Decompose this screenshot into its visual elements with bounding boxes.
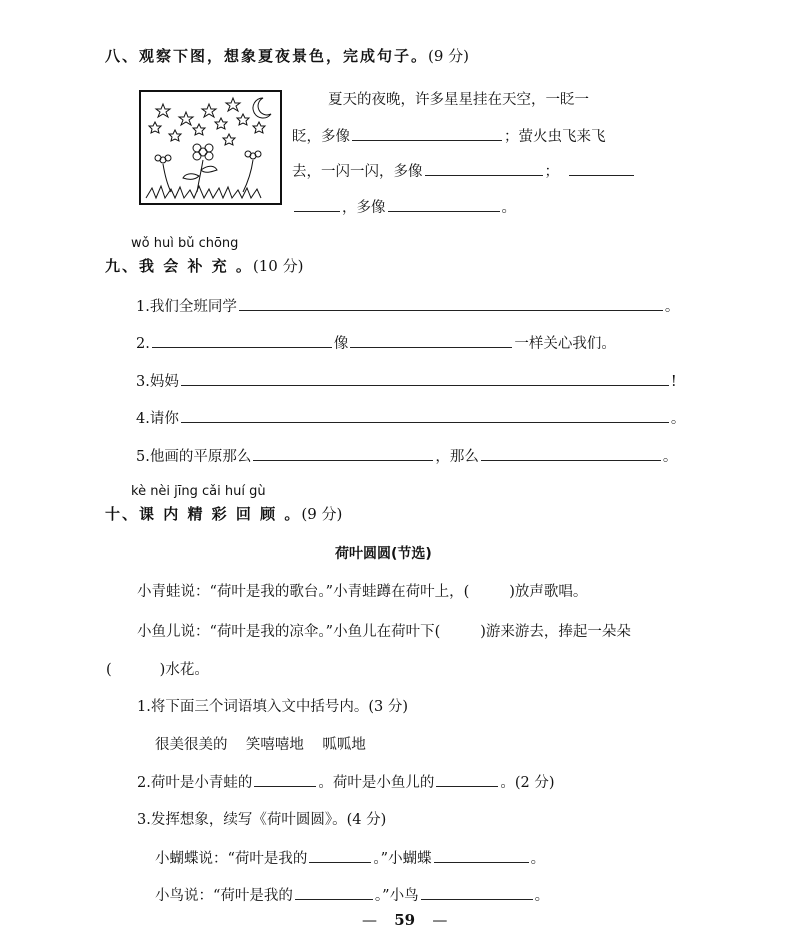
page-number: 59 [394, 911, 416, 929]
passage-line-1: 小青蛙说：“荷叶是我的歌台。”小青蛙蹲在荷叶上，( )放声歌唱。 [137, 584, 588, 600]
blank[interactable] [239, 309, 663, 311]
blank[interactable] [294, 210, 340, 212]
section-10-heading: 十、课 内 精 彩 回 顾 。(9 分) [105, 505, 343, 523]
s9-item-2: 2. 像 一样关心我们。 [136, 336, 616, 352]
s9-pinyin: wǒ huì bǔ chōng [131, 236, 239, 251]
blank[interactable] [181, 421, 669, 423]
blank[interactable] [309, 861, 371, 863]
blank[interactable] [434, 861, 529, 863]
blank[interactable] [253, 459, 433, 461]
blank[interactable] [421, 898, 533, 900]
question-1: 1.将下面三个词语填入文中括号内。(3 分) [137, 699, 408, 715]
blank[interactable] [350, 346, 512, 348]
s10-pinyin: kè nèi jīng cǎi huí gù [131, 484, 266, 499]
s8-line-3: 去，一闪一闪，多像 ； [292, 160, 636, 181]
s9-item-3: 3.妈妈 ! [136, 374, 677, 390]
blank[interactable] [295, 898, 373, 900]
blank[interactable] [425, 174, 543, 176]
blank[interactable] [436, 785, 498, 787]
blank[interactable] [152, 346, 332, 348]
q3-line-2: 小鸟说：“荷叶是我的 。”小鸟 。 [155, 888, 550, 904]
section-9-heading: 九、我 会 补 充 。(10 分) [105, 257, 304, 275]
passage-line-2: 小鱼儿说：“荷叶是我的凉伞。”小鱼儿在荷叶下( )游来游去，捧起一朵朵 [137, 624, 631, 640]
summer-night-picture [139, 90, 282, 205]
blank[interactable] [388, 210, 500, 212]
page-footer: — 59 — [362, 911, 448, 929]
s8-line-4: ，多像 。 [292, 196, 516, 217]
q3-line-1: 小蝴蝶说：“荷叶是我的 。”小蝴蝶 。 [155, 851, 546, 867]
s9-item-5: 5.他画的平原那么 ，那么 。 [136, 449, 678, 465]
section-8-heading: 八、观察下图，想象夏夜景色，完成句子。(9 分) [105, 47, 470, 65]
blank[interactable] [352, 139, 502, 141]
s9-item-1: 1.我们全班同学 。 [136, 299, 680, 315]
s8-line-2: 眨，多像 ；萤火虫飞来飞 [292, 129, 606, 145]
s9-item-4: 4.请你 。 [136, 411, 686, 427]
passage-title: 荷叶圆圆(节选) [335, 546, 432, 562]
s8-line-1: 夏天的夜晚，许多星星挂在天空，一眨一 [328, 92, 589, 108]
passage-line-3: ( )水花。 [106, 662, 209, 678]
word-choices: 很美很美的 笑嘻嘻地 呱呱地 [155, 737, 366, 753]
blank[interactable] [569, 174, 634, 176]
blank[interactable] [254, 785, 316, 787]
blank[interactable] [481, 459, 661, 461]
question-2: 2.荷叶是小青蛙的 。荷叶是小鱼儿的 。(2 分) [137, 775, 555, 791]
blank[interactable] [181, 384, 669, 386]
question-3: 3.发挥想象，续写《荷叶圆圆》。(4 分) [137, 812, 387, 828]
summer-night-illustration [141, 92, 280, 203]
